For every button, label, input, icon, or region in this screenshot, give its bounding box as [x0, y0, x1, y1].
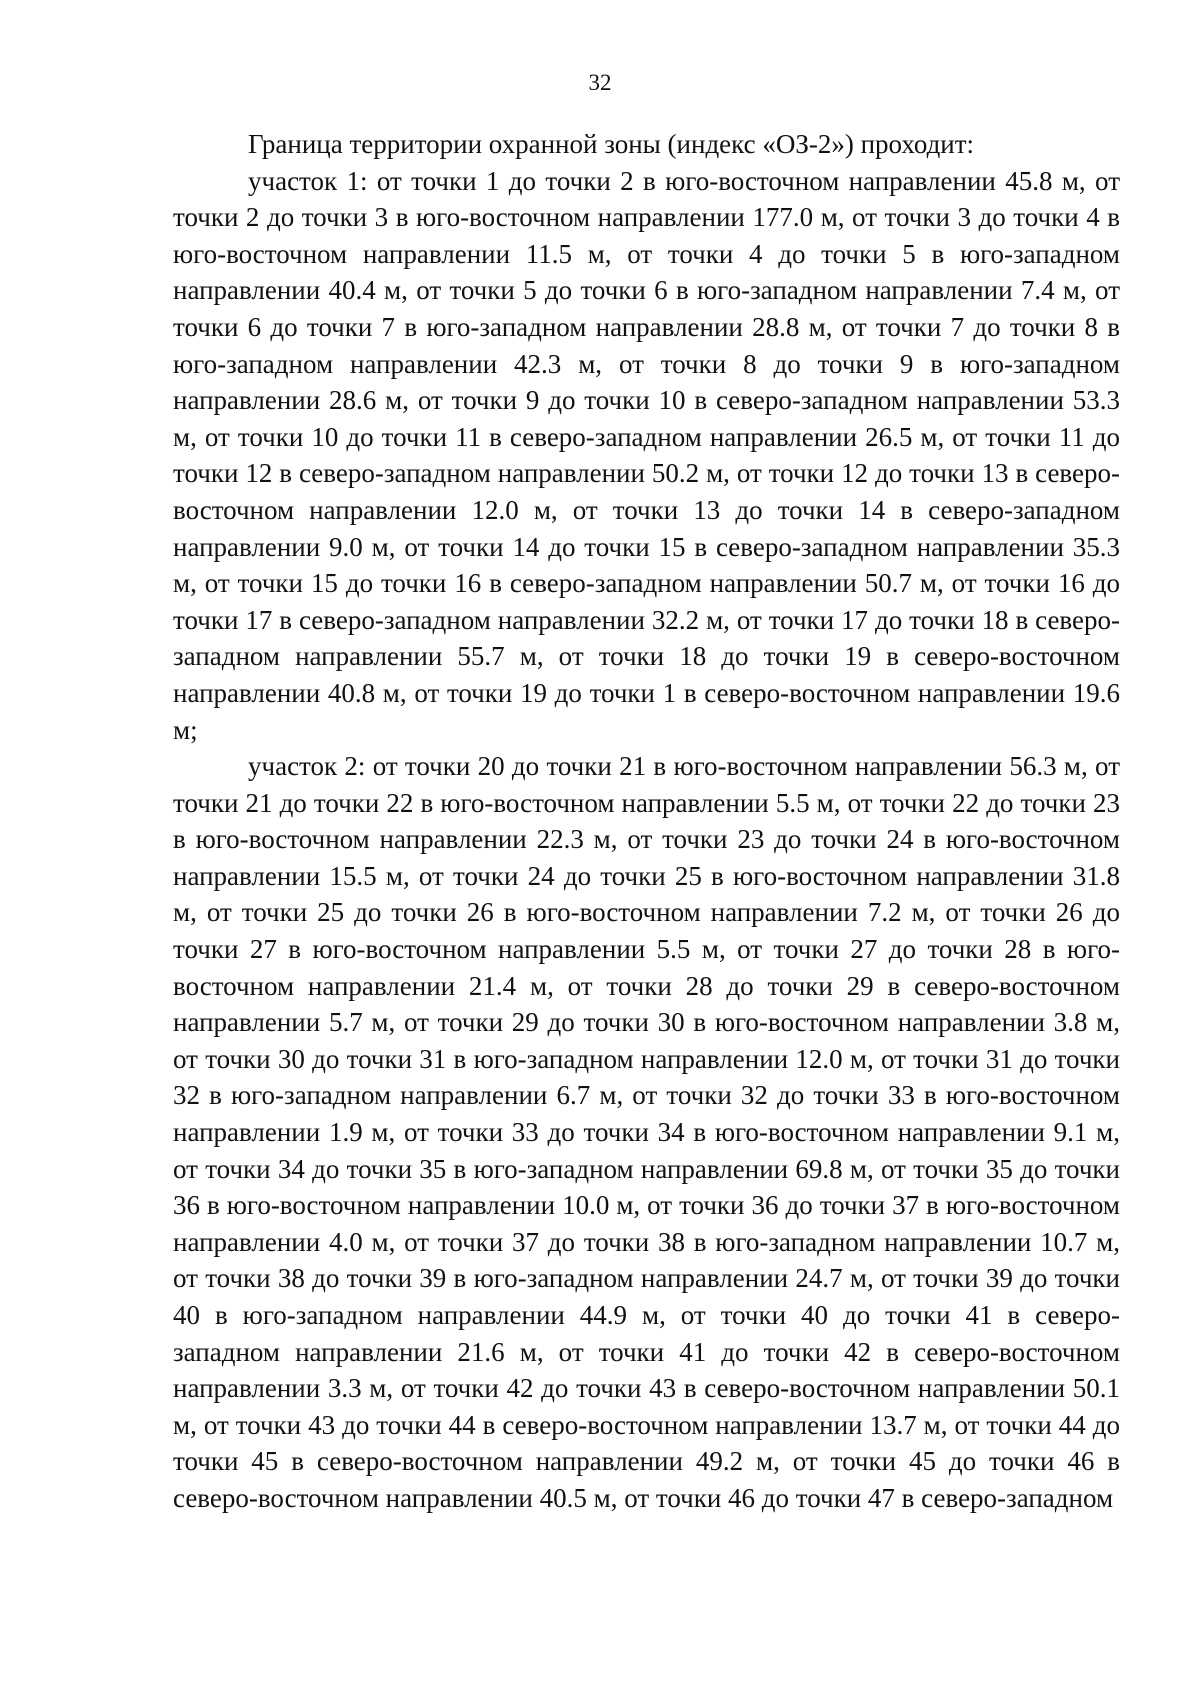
paragraph-section-2: участок 2: от точки 20 до точки 21 в юго-восточном направлении 56.3 м, от точки 21 до точки 22 в юго-восточном направлении 5.5 м, от точки 22 до точки 23 в юго-восточном направлении 22.3 м, от точки 23 до точки 24 в юго-восточном направлении 15.5 м, от точки 24 до точки 25 в юго-восточном направлении 31.8 м, от точки 25 до точки 26 в юго-восточном направлении 7.2 м, от точки 26 до точки 27 в юго-восточном направлении 5.5 м, от точки 27 до точки 28 в юго-восточном направлении 21.4 м, от точки 28 до точки 29 в северо-восточном направлении 5.7 м, от точки 29 до точки 30 в юго-восточном направлении 3.8 м, от точки 30 до точки 31 в юго-западном направлении 12.0 м, от точки 31 до точки 32 в юго-западном направлении 6.7 м, от точки 32 до точки 33 в юго-восточном направлении 1.9 м, от точки 33 до точки 34 в юго-восточном направлении 9.1 м, от точки 34 до точки 35 в юго-западном направлении 69.8 м, от точки 35 до точки 36 в юго-восточном направлении 10.0 м, от точки 36 до точки 37 в юго-восточном направлении 4.0 м, от точки 37 до точки 38 в юго-западном направлении 10.7 м, от точки 38 до точки 39 в юго-западном направлении 24.7 м, от точки 39 до точки 40 в юго-западном направлении 44.9 м, от точки 40 до точки 41 в северо-западном направлении 21.6 м, от точки 41 до точки 42 в северо-восточном направлении 3.3 м, от точки 42 до точки 43 в северо-восточном направлении 50.1 м, от точки 43 до точки 44 в северо-восточном направлении 13.7 м, от точки 44 до точки 45 в северо-восточном направлении 49.2 м, от точки 45 до точки 46 в северо-восточном направлении 40.5 м, от точки 46 до точки 47 в северо-западном	[173, 751, 1120, 1513]
page-number: 32	[588, 70, 612, 95]
paragraph-section-1: участок 1: от точки 1 до точки 2 в юго-восточном направлении 45.8 м, от точки 2 до точки 3 в юго-восточном направлении 177.0 м, от точки 3 до точки 4 в юго-восточном направлении 11.5 м, от точки 4 до точки 5 в юго-западном направлении 40.4 м, от точки 5 до точки 6 в юго-западном направлении 7.4 м, от точки 6 до точки 7 в юго-западном направлении 28.8 м, от точки 7 до точки 8 в юго-западном направлении 42.3 м, от точки 8 до точки 9 в юго-западном направлении 28.6 м, от точки 9 до точки 10 в северо-западном направлении 53.3 м, от точки 10 до точки 11 в северо-западном направлении 26.5 м, от точки 11 до точки 12 в северо-западном направлении 50.2 м, от точки 12 до точки 13 в северо-восточном направлении 12.0 м, от точки 13 до точки 14 в северо-западном направлении 9.0 м, от точки 14 до точки 15 в северо-западном направлении 35.3 м, от точки 15 до точки 16 в северо-западном направлении 50.7 м, от точки 16 до точки 17 в северо-западном направлении 32.2 м, от точки 17 до точки 18 в северо-западном направлении 55.7 м, от точки 18 до точки 19 в северо-восточном направлении 40.8 м, от точки 19 до точки 1 в северо-восточном направлении 19.6 м;	[173, 165, 1120, 745]
document-body	[173, 126, 1120, 1517]
section-heading: Граница территории охранной зоны (индекс «ОЗ-2») проходит:	[248, 129, 975, 159]
